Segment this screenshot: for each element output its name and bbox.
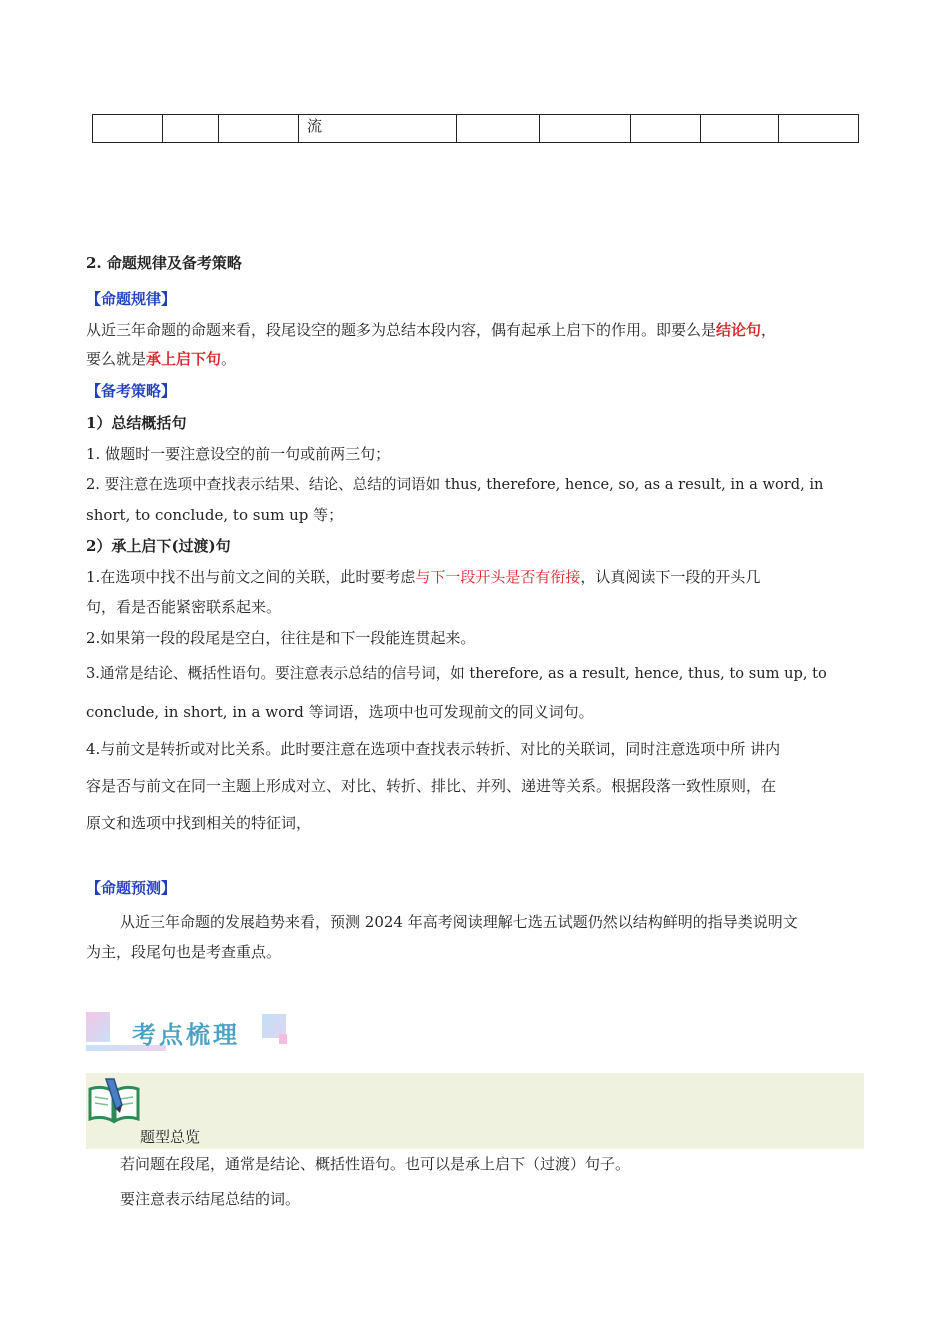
rule-text-c2: 。 xyxy=(221,350,237,368)
top-table xyxy=(92,114,859,143)
strategy-sub2: 2）承上启下(过渡)句 xyxy=(86,537,231,555)
strategy-sub2-item3-line1: 3.通常是结论、概括性语句。要注意表示总结的信号词，如 therefore, as a result, hence, thus, to sum up, to xyxy=(86,665,827,682)
table-cell xyxy=(457,115,540,143)
rule-paragraph-line1 xyxy=(86,320,864,340)
table-cell xyxy=(631,115,701,143)
item1-text-c: ，认真阅读下一段的开头几 xyxy=(580,568,761,586)
book-pencil-icon xyxy=(86,1075,142,1129)
section-heading: 2. 命题规律及备考策略 xyxy=(86,254,242,272)
overview-paragraph-2: 要注意表示结尾总结的词。 xyxy=(120,1190,301,1208)
item1-highlight: 与下一段开头是否有衔接 xyxy=(415,568,581,586)
rule-paragraph-line2 xyxy=(86,349,236,369)
banner-decoration-dot xyxy=(279,1034,287,1044)
strategy-sub1-item1: 1. 做题时一要注意设空的前一句或前两三句； xyxy=(86,445,391,463)
strategy-sub2-item2: 2.如果第一段的段尾是空白，往往是和下一段能连贯起来。 xyxy=(86,629,476,647)
rule-text-a2: 要么就是 xyxy=(86,350,147,368)
strategy-sub2-item1-line2: 句，看是否能紧密联系起来。 xyxy=(86,598,282,616)
strategy-sub1-item2-line1: 2. 要注意在选项中查找表示结果、结论、总结的词语如 thus, therefore, hence, so, as a result, in a word, in xyxy=(86,476,824,493)
forecast-line1: 从近三年命题的发展趋势来看，预测 2024 年高考阅读理解七选五试题仍然以结构鲜明的指导类说明文 xyxy=(120,913,798,931)
rule-text-c: ， xyxy=(761,321,777,339)
strategy-sub2-item4-line1: 4.与前文是转折或对比关系。此时要注意在选项中查找表示转折、对比的关联词，同时注意选项中所 讲内 xyxy=(86,740,781,758)
rule-highlight-transition: 承上启下句 xyxy=(146,350,222,368)
table-cell: 流 xyxy=(299,115,457,143)
item1-text-a: 1.在选项中找不出与前文之间的关联，此时要考虑 xyxy=(86,568,416,586)
table-cell xyxy=(93,115,163,143)
strategy-sub1: 1）总结概括句 xyxy=(86,414,187,432)
banner-decoration-left xyxy=(86,1012,110,1042)
table-cell xyxy=(219,115,299,143)
strategy-sub2-item4-line2: 容是否与前文在同一主题上形成对立、对比、转折、排比、并列、递进等关系。根据段落一致性原则，在 xyxy=(86,777,777,795)
overview-paragraph-1: 若问题在段尾，通常是结论、概括性语句。也可以是承上启下（过渡）句子。 xyxy=(120,1155,631,1173)
table-cell xyxy=(540,115,631,143)
forecast-line2: 为主，段尾句也是考查重点。 xyxy=(86,943,282,961)
overview-label: 题型总览 xyxy=(140,1128,201,1146)
overview-box xyxy=(86,1073,864,1149)
forecast-tag: 【命题预测】 xyxy=(86,879,177,897)
strategy-tag: 【备考策略】 xyxy=(86,382,177,400)
rule-highlight-conclusion: 结论句 xyxy=(716,321,762,339)
rule-text-a: 从近三年命题的命题来看，段尾设空的题多为总结本段内容，偶有起承上启下的作用。即要么是 xyxy=(86,321,717,339)
strategy-sub2-item3-line2: conclude, in short, in a word 等词语，选项中也可发现前文的同义词句。 xyxy=(86,703,594,721)
strategy-sub1-item2-line2: short, to conclude, to sum up 等； xyxy=(86,506,344,524)
table-cell xyxy=(779,115,859,143)
table-cell xyxy=(163,115,219,143)
strategy-sub2-item4-line3: 原文和选项中找到相关的特征词， xyxy=(86,814,312,832)
strategy-sub2-item1-line1 xyxy=(86,567,760,587)
table-row xyxy=(93,115,859,143)
table-cell xyxy=(701,115,779,143)
rule-tag: 【命题规律】 xyxy=(86,290,177,308)
banner-title: 考点梳理 xyxy=(132,1021,240,1049)
